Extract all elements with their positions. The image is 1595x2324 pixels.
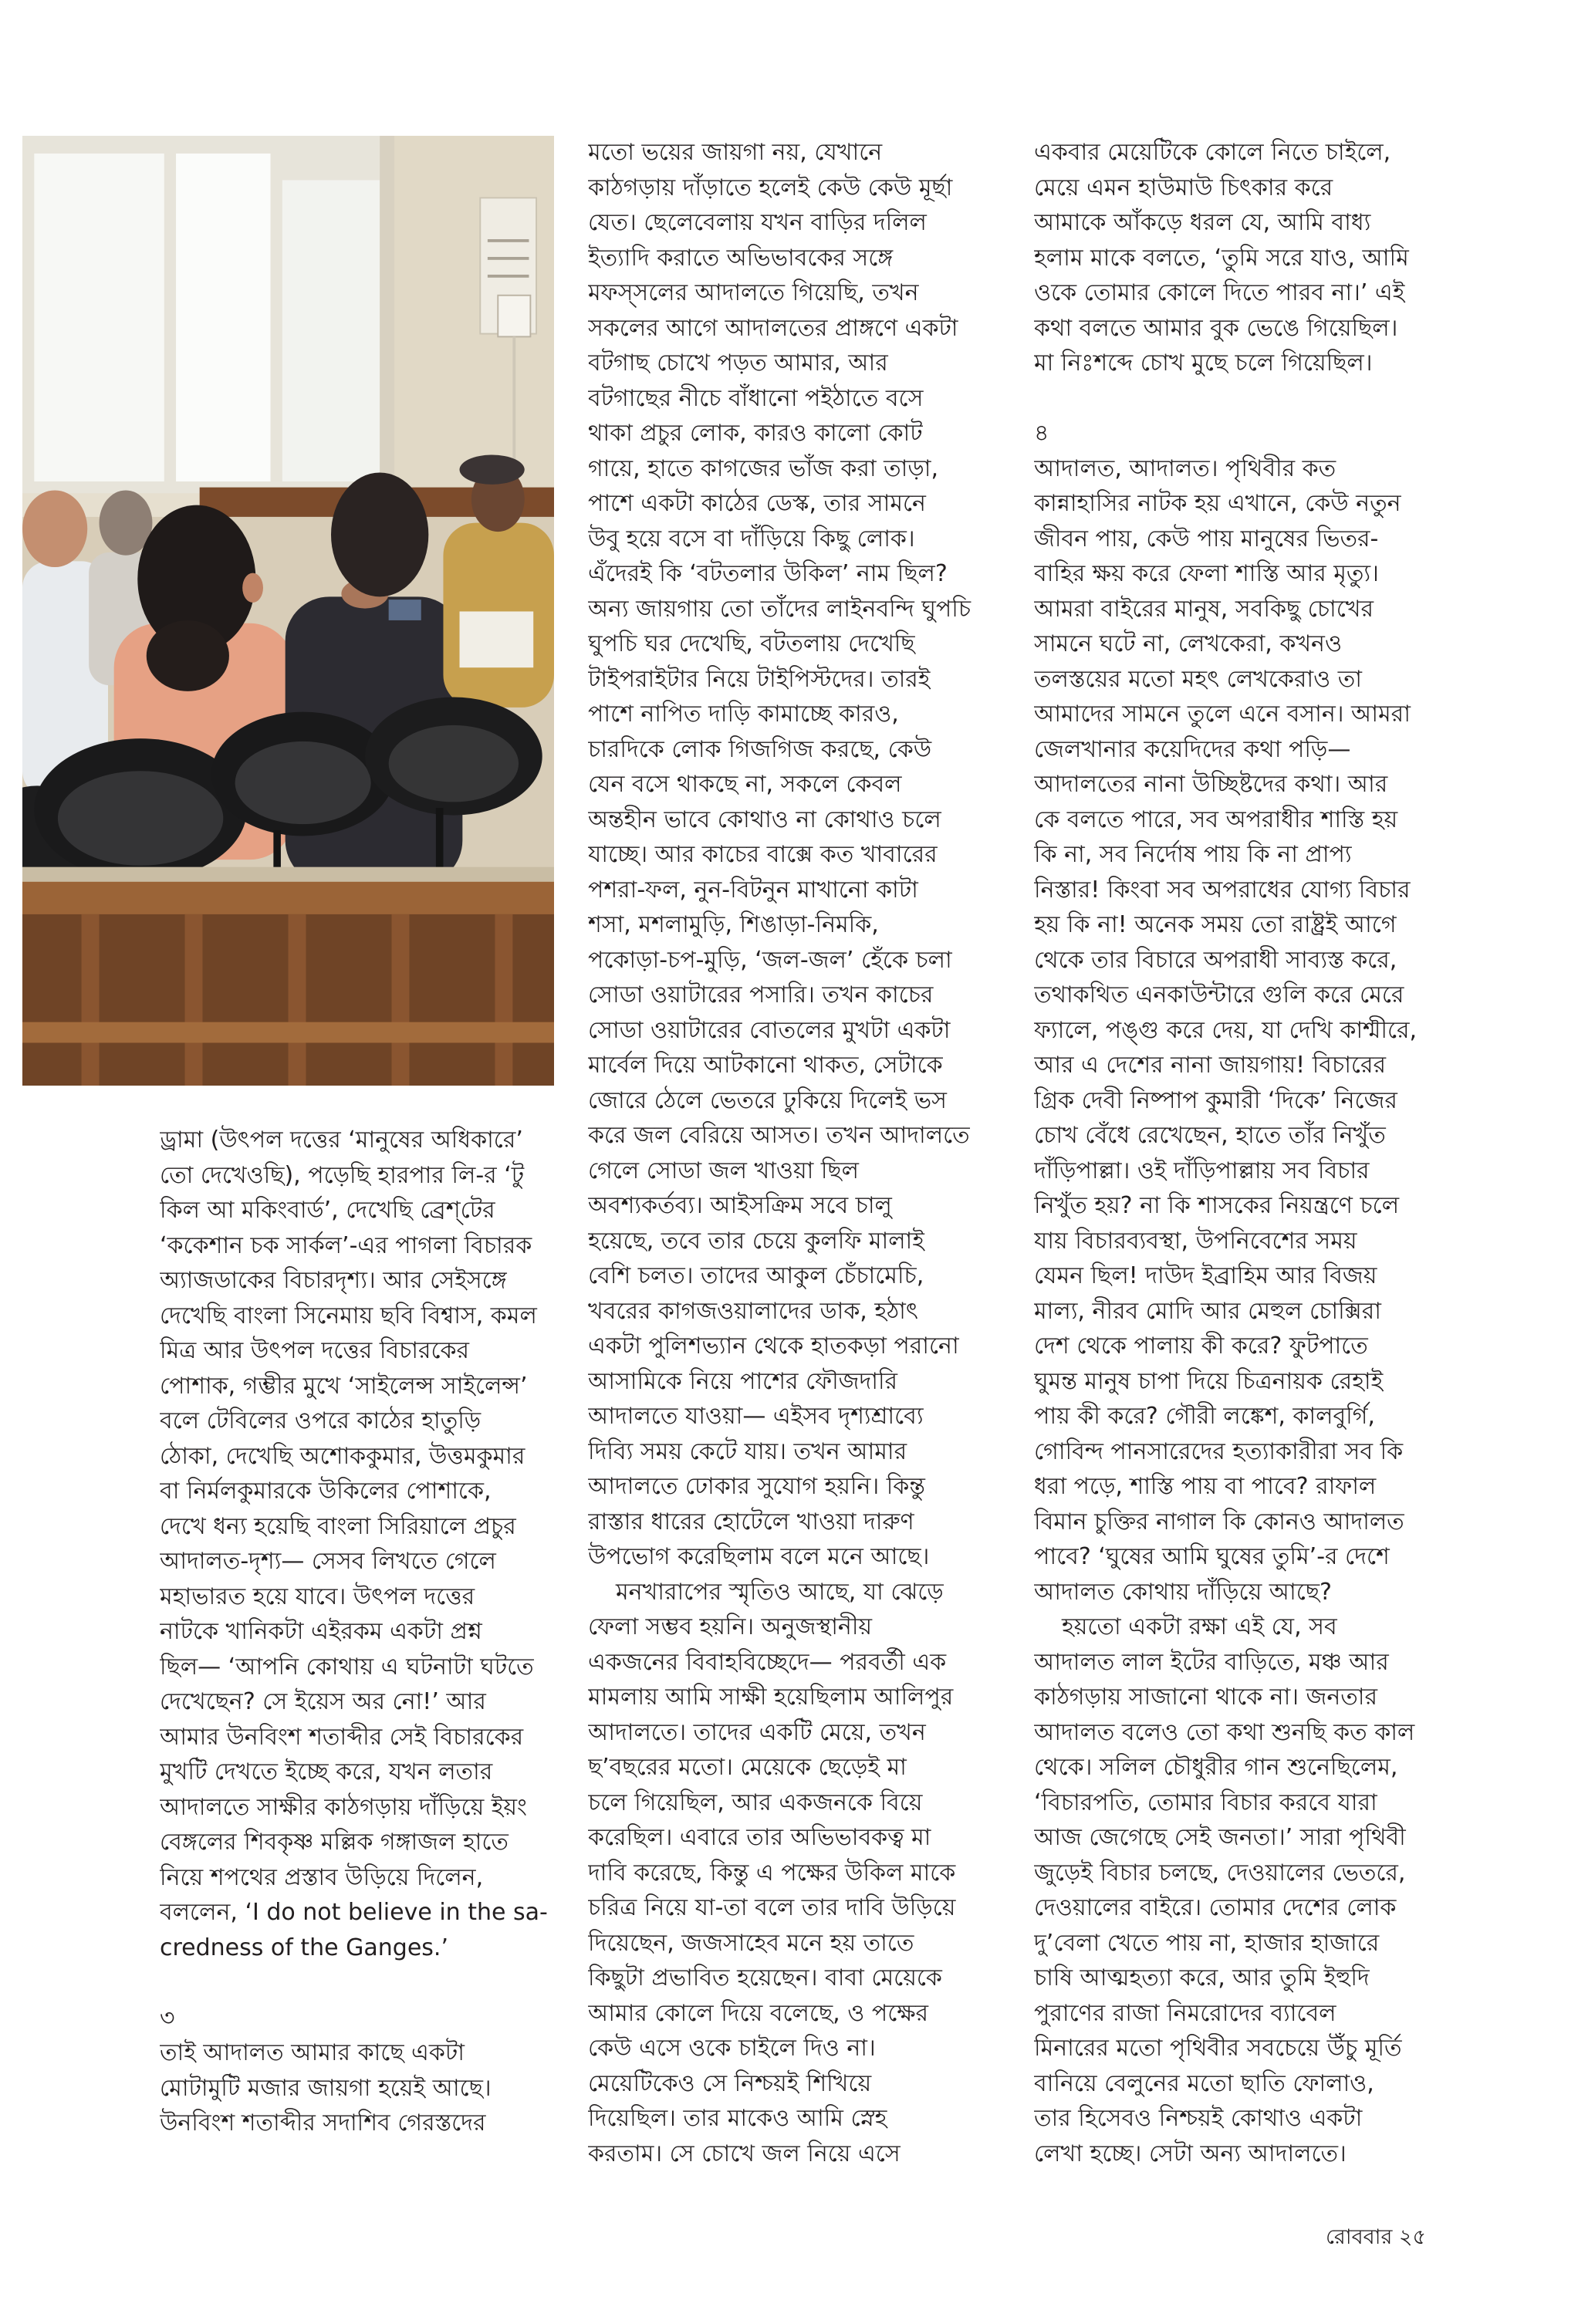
paragraph — [160, 1123, 557, 1965]
text-line: সোডা ওয়াটারের পসারি। তখন কাচের — [588, 981, 934, 1008]
text-line: দেখেছি বাংলা সিনেমায় ছবি বিশ্বাস, কমল — [160, 1302, 537, 1329]
text-line: শসা, মশলামুড়ি, শিঙাড়া-নিমকি, — [588, 911, 879, 938]
text-line: পকোড়া-চপ-মুড়ি, ‘জল-জল’ হেঁকে চলা — [588, 946, 952, 974]
text-line: মেয়েটিকেও সে নিশ্চয়ই শিখিয়ে — [588, 2069, 872, 2097]
text-line: মহাভারত হয়ে যাবে। উৎপল দত্তের — [160, 1583, 475, 1610]
text-line: নিয়ে শপথের প্রস্তাব উড়িয়ে দিলেন, — [160, 1863, 484, 1891]
text-line: আজ জেগেছে সেই জনতা।’ সারা পৃথিবী — [1034, 1824, 1406, 1851]
text-line: ‘ককেশান চক সার্কল’-এর পাগলা বিচারক — [160, 1231, 532, 1259]
text-line: বটগাছ চোখে পড়ত আমার, আর — [588, 350, 888, 377]
section-number: ৪ — [1034, 420, 1049, 447]
photo-railing-lower-rail — [22, 1022, 554, 1043]
text-line: মামলায় আমি সাক্ষী হয়েছিলাম আলিপুর — [588, 1684, 954, 1711]
text-line: আদালত-দৃশ্য— সেসব লিখতে গেলে — [160, 1548, 496, 1575]
text-line: আমাকে আঁকড়ে ধরল যে, আমি বাধ্য — [1034, 209, 1371, 236]
text-line: ঠোকা, দেখেছি অশোককুমার, উত্তমকুমার — [160, 1442, 525, 1470]
text-line: আদালতে ঢোকার সুযোগ হয়নি। কিন্তু — [588, 1473, 925, 1500]
text-line: মেয়ে এমন হাউমাউ চিৎকার করে — [1034, 174, 1333, 201]
text-line: তাই আদালত আমার কাছে একটা — [160, 2039, 465, 2066]
page-footer — [1326, 2222, 1426, 2253]
text-line: করে জল বেরিয়ে আসত। তখন আদালতে — [588, 1122, 970, 1149]
text-line: উনবিংশ শতাব্দীর সদাশিব গেরস্তদের — [160, 2110, 486, 2137]
text-line: পাশে নাপিত দাড়ি কামাচ্ছে কারও, — [588, 701, 899, 728]
text-line: আমার কোলে দিয়ে বলেছে, ও পক্ষের — [588, 1999, 929, 2027]
text-line: নিস্তার! কিংবা সব অপরাধের যোগ্য বিচার — [1034, 876, 1411, 904]
text-line: কে বলতে পারে, সব অপরাধীর শাস্তি হয় — [1034, 806, 1398, 833]
courtroom-photo — [22, 136, 554, 1086]
text-line: যেত। ছেলেবেলায় যখন বাড়ির দলিল — [588, 209, 927, 236]
text-line: হয়েছে, তবে তার চেয়ে কুলফি মালাই — [588, 1227, 924, 1255]
text-line: হলাম মাকে বলতে, ‘তুমি সরে যাও, আমি — [1034, 244, 1409, 272]
text-line: উপভোগ করেছিলাম বলে মনে আছে। — [588, 1543, 930, 1570]
photo-railing-slat — [495, 914, 512, 1086]
text-line: দিব্যি সময় কেটে যায়। তখন আমার — [588, 1437, 907, 1465]
photo-window-pane-left — [34, 154, 164, 481]
text-line: অন্তহীন ভাবে কোথাও না কোথাও চলে — [588, 806, 941, 833]
text-line: রাস্তার ধারের হোটেলে খাওয়া দারুণ — [588, 1508, 914, 1535]
text-line: নিখুঁত হয়? না কি শাসকের নিয়ন্ত্রণে চলে — [1034, 1192, 1400, 1219]
text-line: বাহির ক্ষয় করে ফেলা শাস্তি আর মৃত্যু। — [1034, 560, 1379, 587]
photo-railing-slat — [185, 914, 203, 1086]
text-line: থাকা প্রচুর লোক, কারও কালো কোট — [588, 420, 923, 447]
text-line: এঁদেরই কি ‘বটতলার উকিল’ নাম ছিল? — [588, 560, 948, 587]
text-line: গায়ে, হাতে কাগজের ভাঁজ করা তাড়া, — [588, 454, 939, 482]
text-line: পশরা-ফল, নুন-বিটনুন মাখানো কাটা — [588, 876, 918, 904]
photo-railing-top-rail — [22, 882, 554, 914]
text-line: আদালত লাল ইটের বাড়িতে, মঞ্চ আর — [1034, 1648, 1389, 1676]
text-line: একজনের বিবাহবিচ্ছেদে— পরবর্তী এক — [588, 1648, 947, 1676]
photo-chair-highlight — [58, 771, 223, 866]
text-line: ফ্যালে, পঙ্গু করে দেয়, যা দেখি কাশ্মীরে, — [1034, 1016, 1418, 1044]
text-line: কিল আ মকিংবার্ড’, দেখেছি ব্রেশ্‌টের — [160, 1197, 495, 1224]
text-line: নাটকে খানিকটা এইরকম একটা প্রশ্ন — [160, 1618, 482, 1645]
text-line: চাষি আত্মহত্যা করে, আর তুমি ইহুদি — [1034, 1964, 1370, 1991]
text-line: ‘বিচারপতি, তোমার বিচার করবে যারা — [1034, 1789, 1377, 1816]
paragraph — [588, 135, 995, 1575]
text-line: দেশ থেকে পালায় কী করে? ফুটপাতে — [1034, 1333, 1368, 1360]
text-line: গেলে সোডা জল খাওয়া ছিল — [588, 1157, 860, 1184]
paragraph — [1034, 1610, 1431, 2171]
footer-section-name: রোববার — [1325, 2225, 1393, 2249]
article-column-1 — [160, 1123, 557, 2157]
text-line: জেলখানার কয়েদিদের কথা পড়ি— — [1034, 735, 1351, 763]
text-line: ছিল— ‘আপনি কোথায় এ ঘটনাটা ঘটতে — [160, 1653, 534, 1681]
text-line: দাঁড়িপাল্লা। ওই দাঁড়িপাল্লায় সব বিচার — [1034, 1157, 1370, 1184]
text-line: কান্নাহাসির নাটক হয় এখানে, কেউ নতুন — [1034, 490, 1401, 517]
text-line: দাবি করেছে, কিন্তু এ পক্ষের উকিল মাকে — [588, 1859, 956, 1887]
text-line: মিত্র আর উৎপল দত্তের বিচারকের — [160, 1337, 470, 1364]
text-line: কি না, সব নির্দোষ পায় কি না প্রাপ্য — [1034, 841, 1352, 868]
text-line: আমাদের সামনে তুলে এনে বসান। আমরা — [1034, 701, 1411, 728]
text-line: দেওয়ালের বাইরে। তোমার দেশের লোক — [1034, 1894, 1397, 1921]
text-line: উবু হয়ে বসে বা দাঁড়িয়ে কিছু লোক। — [588, 525, 915, 552]
text-line: মোটামুটি মজার জায়গা হয়েই আছে। — [160, 2074, 492, 2102]
text-line: করতাম। সে চোখে জল নিয়ে এসে — [588, 2140, 901, 2167]
text-line: আসামিকে নিয়ে পাশের ফৌজদারি — [588, 1367, 898, 1395]
text-line: মা নিঃশব্দে চোখ মুছে চলে গিয়েছিল। — [1034, 350, 1373, 377]
text-line: গোবিন্দ পানসারেদের হত্যাকারীরা সব কি — [1034, 1437, 1404, 1465]
text-line: কাঠগড়ায় দাঁড়াতে হলেই কেউ কেউ মূর্ছা — [588, 174, 953, 201]
text-line: দেখে ধন্য হয়েছি বাংলা সিরিয়ালে প্রচুর — [160, 1512, 516, 1540]
text-line: সকলের আগে আদালতের প্রাঙ্গণে একটা — [588, 314, 958, 342]
text-line: দিয়েছিল। তার মাকেও আমি স্নেহ — [588, 2105, 887, 2132]
text-line: লেখা হচ্ছে। সেটা অন্য আদালতে। — [1034, 2140, 1347, 2167]
text-line: আদালতের নানা উচ্ছিষ্টদের কথা। আর — [1034, 771, 1388, 798]
text-line: অন্য জায়গায় তো তাঁদের লাইনবন্দি ঘুপচি — [588, 595, 972, 623]
footer-page-number: ২৫ — [1398, 2225, 1426, 2249]
article-column-2 — [588, 135, 995, 2187]
text-line: বেশি চলত। তাদের আকুল চেঁচামেচি, — [588, 1262, 924, 1289]
text-line: থেকে। সলিল চৌধুরীর গান শুনেছিলেম, — [1034, 1754, 1398, 1781]
text-line: কথা বলতে আমার বুক ভেঙে গিয়েছিল। — [1034, 314, 1398, 342]
text-line: মিনারের মতো পৃথিবীর সবচেয়ে উঁচু মূর্তি — [1034, 2035, 1402, 2062]
photo-railing-slat — [289, 914, 306, 1086]
section-number: ৩ — [160, 2004, 175, 2032]
text-line: টাইপরাইটার নিয়ে টাইপিস্টদের। তারই — [588, 665, 931, 693]
text-line: সোডা ওয়াটারের বোতলের মুখটা একটা — [588, 1016, 951, 1044]
text-line: চোখ বেঁধে রেখেছেন, হাতে তাঁর নিখুঁত — [1034, 1122, 1386, 1149]
text-line: মাল্য, নীরব মোদি আর মেহুল চোক্সিরা — [1034, 1297, 1381, 1325]
text-line: ধরা পড়ে, শাস্তি পায় বা পাবে? রাফাল — [1034, 1473, 1377, 1500]
paragraph — [160, 2035, 557, 2141]
photo-person-woman-hair-bun — [147, 620, 229, 691]
photo-papers — [460, 611, 534, 667]
photo-person-bald-man-head — [22, 490, 87, 567]
text-line: ড্রামা (উৎপল দত্তের ‘মানুষের অধিকারে’ — [160, 1127, 523, 1154]
text-line: আদালত, আদালত। পৃথিবীর কত — [1034, 454, 1336, 482]
text-line: হয়তো একটা রক্ষা এই যে, সব — [1062, 1613, 1337, 1640]
text-line: credness of the Ganges.’ — [160, 1934, 449, 1961]
text-line: কাঠগড়ায় সাজানো থাকে না। জনতার — [1034, 1684, 1377, 1711]
text-line: হয় কি না! অনেক সময় তো রাষ্ট্রই আগে — [1034, 911, 1397, 938]
text-line: মুখটি দেখতে ইচ্ছে করে, যখন লতার — [160, 1758, 493, 1785]
photo-switch-box — [498, 296, 530, 337]
photo-door-frame — [380, 136, 394, 505]
photo-calendar-grid — [488, 275, 529, 278]
text-line: দু’বেলা খেতে পায় না, হাজার হাজারে — [1034, 1929, 1380, 1957]
text-line: চরিত্র নিয়ে যা-তা বলে তার দাবি উড়িয়ে — [588, 1894, 956, 1921]
text-line: যাচ্ছে। আর কাচের বাক্সে কত খাবারের — [588, 841, 938, 868]
text-line: দেখেছেন? সে ইয়েস অর নো!’ আর — [160, 1688, 486, 1715]
photo-person-jacket-man-collar — [389, 600, 421, 620]
text-line: ওকে তোমার কোলে দিতে পারব না।’ এই — [1034, 279, 1405, 306]
text-line: বানিয়ে বেলুনের মতো ছাতি ফোলাও, — [1034, 2069, 1374, 2097]
text-line: একবার মেয়েটিকে কোলে নিতে চাইলে, — [1034, 139, 1391, 166]
photo-railing-slat — [391, 914, 409, 1086]
text-line: আদালত কোথায় দাঁড়িয়ে আছে? — [1034, 1578, 1332, 1606]
text-line: ঘুপচি ঘর দেখেছি, বটতলায় দেখেছি — [588, 630, 915, 657]
text-line: যায় বিচারব্যবস্থা, উপনিবেশের সময় — [1034, 1227, 1357, 1255]
text-line: পায় কী করে? গৌরী লঙ্কেশ, কালবুর্গি, — [1034, 1403, 1375, 1430]
text-line: যেমন ছিল! দাউদ ইব্রাহিম আর বিজয় — [1034, 1262, 1377, 1289]
text-line: আমরা বাইরের মানুষ, সবকিছু চোখের — [1034, 595, 1374, 623]
text-line: অবশ্যকর্তব্য। আইসক্রিম সবে চালু — [588, 1192, 892, 1219]
photo-calendar-grid — [488, 257, 529, 260]
text-line: গ্রিক দেবী নিষ্পাপ কুমারী ‘দিকে’ নিজের — [1034, 1086, 1397, 1114]
text-line: বলে টেবিলের ওপরে কাঠের হাতুড়ি — [160, 1407, 482, 1434]
text-line: তার হিসেবও নিশ্চয়ই কোথাও একটা — [1034, 2105, 1363, 2132]
photo-person-police-beret — [460, 455, 525, 485]
text-line: খবরের কাগজওয়ালাদের ডাক, হঠাৎ — [588, 1297, 918, 1325]
photo-person-woman-ear — [242, 573, 263, 603]
text-line: থেকে তার বিচারে অপরাধী সাব্যস্ত করে, — [1034, 946, 1397, 974]
text-line: জীবন পায়, কেউ পায় মানুষের ভিতর- — [1034, 525, 1379, 552]
article-column-3 — [1034, 135, 1431, 2187]
text-line: চারদিকে লোক গিজগিজ করছে, কেউ — [588, 735, 932, 763]
text-line: ফেলা সম্ভব হয়নি। অনুজস্থানীয় — [588, 1613, 873, 1640]
text-line: তো দেখেওছি), পড়েছি হারপার লি-র ‘টু — [160, 1161, 525, 1189]
text-line: মফস্সলের আদালতে গিয়েছি, তখন — [588, 279, 919, 306]
text-line: ইত্যাদি করাতে অভিভাবকের সঙ্গে — [588, 244, 894, 272]
photo-window-pane-middle — [176, 154, 270, 481]
text-line: পুরাণের রাজা নিমরোদের ব্যাবেল — [1034, 1999, 1336, 2027]
text-line: তথাকথিত এনকাউন্টারে গুলি করে মেরে — [1034, 981, 1404, 1008]
text-line: ছ’বছরের মতো। মেয়েকে ছেড়েই মা — [588, 1754, 907, 1781]
text-line: ঘুমন্ত মানুষ চাপা দিয়ে চিত্রনায়ক রেহাই — [1034, 1367, 1384, 1395]
text-line: আদালত বলেও তো কথা শুনছি কত কাল — [1034, 1718, 1415, 1746]
text-line: একটা পুলিশভ্যান থেকে হাতকড়া পরানো — [588, 1333, 959, 1360]
text-line: বিমান চুক্তির নাগাল কি কোনও আদালত — [1034, 1508, 1404, 1535]
text-line: বা নির্মলকুমারকে উকিলের পোশাকে, — [160, 1478, 492, 1505]
text-line: তলস্তয়ের মতো মহৎ লেখকেরাও তা — [1034, 665, 1362, 693]
text-line: চলে গিয়েছিল, আর একজনকে বিয়ে — [588, 1789, 923, 1816]
text-line: বেঙ্গলের শিবকৃষ্ণ মল্লিক গঙ্গাজল হাতে — [160, 1829, 509, 1856]
text-line: যেন বসে থাকছে না, সকলে কেবল — [588, 771, 902, 798]
text-line: মনখারাপের স্মৃতিও আছে, যা ঝেড়ে — [616, 1578, 944, 1606]
text-line: জুড়েই বিচার চলছে, দেওয়ালের ভেতরে, — [1034, 1859, 1406, 1887]
text-line: সামনে ঘটে না, লেখকেরা, কখনও — [1034, 630, 1343, 657]
text-line: আদালতে সাক্ষীর কাঠগড়ায় দাঁড়িয়ে ইয়ং — [160, 1793, 527, 1821]
text-line: জোরে ঠেলে ভেতরে ঢুকিয়ে দিলেই ভস — [588, 1086, 947, 1114]
paragraph — [1034, 451, 1431, 1610]
text-line: দিয়েছেন, জজসাহেব মনে হয় তাতে — [588, 1929, 914, 1957]
paragraph — [1034, 135, 1431, 381]
courtroom-photo-illustration — [22, 136, 554, 1086]
photo-chair-highlight — [389, 725, 519, 802]
text-line: আদালতে যাওয়া— এইসব দৃশ্যশ্রাব্যে — [588, 1403, 924, 1430]
text-line: পাশে একটা কাঠের ডেস্ক, তার সামনে — [588, 490, 926, 517]
text-line: করেছিল। এবারে তার অভিভাবকত্ব মা — [588, 1824, 931, 1851]
text-line: বটগাছের নীচে বাঁধানো পইঠাতে বসে — [588, 384, 924, 412]
text-line: কিছুটা প্রভাবিত হয়েছেন। বাবা মেয়েকে — [588, 1964, 942, 1991]
paragraph — [588, 1575, 995, 2172]
text-line: পোশাক, গম্ভীর মুখে ‘সাইলেন্স সাইলেন্স’ — [160, 1372, 528, 1400]
photo-window-pane-right — [282, 180, 380, 481]
photo-person-jacket-man-head — [331, 472, 428, 596]
photo-railing-slat — [82, 914, 100, 1086]
photo-chair-highlight — [235, 741, 371, 824]
text-line: বললেন, ‘I do not believe in the sa- — [160, 1899, 548, 1926]
text-line: আদালতে। তাদের একটি মেয়ে, তখন — [588, 1718, 926, 1746]
text-line: কেউ এসে ওকে চাইলে দিও না। — [588, 2035, 876, 2062]
text-line: মতো ভয়ের জায়গা নয়, যেখানে — [588, 139, 883, 166]
text-line: পাবে? ‘ঘুষের আমি ঘুষের তুমি’-র দেশে — [1034, 1543, 1390, 1570]
text-line: আমার উনবিংশ শতাব্দীর সেই বিচারকের — [160, 1723, 524, 1751]
text-line: মার্বেল দিয়ে আটকানো থাকত, সেটাকে — [588, 1052, 943, 1079]
photo-calendar-grid — [488, 239, 529, 242]
text-line: অ্যাজডাকের বিচারদৃশ্য। আর সেইসঙ্গে — [160, 1267, 507, 1294]
text-line: আর এ দেশের নানা জায়গায়! বিচারের — [1034, 1052, 1386, 1079]
